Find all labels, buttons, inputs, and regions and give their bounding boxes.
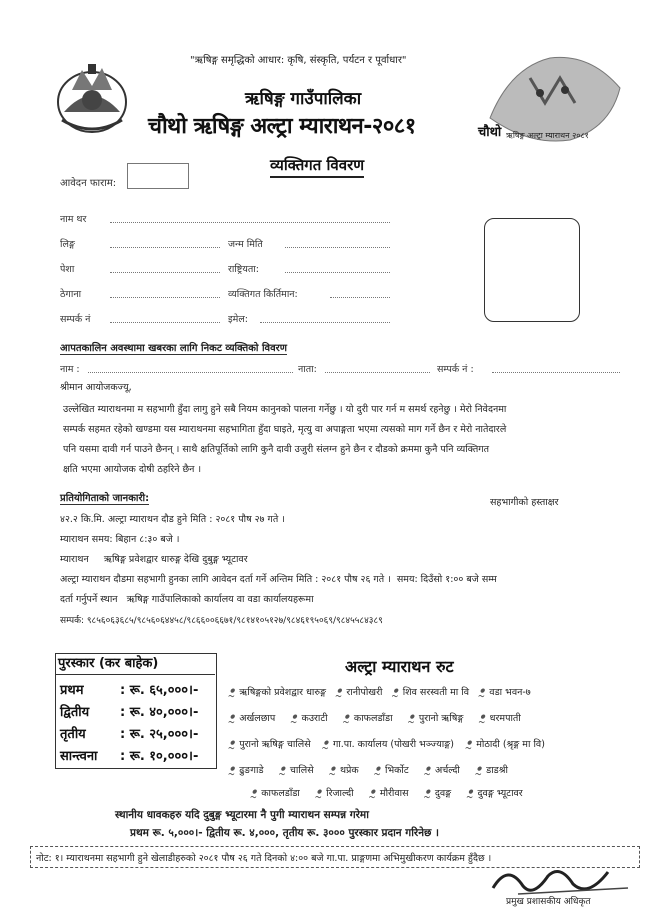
emergency-name-label: नाम :: [60, 364, 80, 375]
name-field[interactable]: [110, 222, 390, 223]
gender-label: लिङ्ग: [60, 239, 75, 250]
occupation-label: पेशा: [60, 264, 75, 275]
route-stop: मोठादी (श्रृङ्ग मा वि): [476, 739, 545, 750]
route-row: [250, 785, 523, 800]
emergency-relation-field[interactable]: [325, 372, 430, 373]
runner-icon: ꔸ: [423, 785, 431, 799]
competition-line: अल्ट्रा म्याराथन दौडमा सहभागी हुनका लागि आवेदन दर्ता गर्ने अन्तिम मिति : २०८१ पौष २६ गते । समय: दिउँसो १:०० बजे सम्म: [60, 574, 497, 585]
orientation-note: नोट: १। म्याराथनमा सहभागी हुने खेलाडीहरुको २०८१ पौष २६ गते दिनको ४:०० बजे गा.पा. प्राङ्गणमा अभिमुखीकरण कार्यक्रम हुँदैछ ।: [36, 853, 492, 864]
prize-amount: : रू. ४०,०००।-: [120, 705, 199, 720]
route-stop: पुरानो ऋषिङ्ग: [418, 713, 464, 724]
prize-rank: सान्त्वना: [60, 749, 98, 764]
declaration-line: उल्लेखित म्याराथनमा म सहभागी हुँदा लागु हुने सबै नियम कानुनको पालना गर्नेछु । यो दुरी पार गर्न म समर्थ रहनेछु । मेरो निवेदनमा: [63, 404, 507, 415]
route-stop: काफलडाँडा: [261, 788, 300, 799]
runner-icon: ꔸ: [464, 736, 473, 750]
contact-label: सम्पर्क नं: [60, 314, 91, 325]
route-stop: शिव सरस्वती मा वि: [402, 687, 470, 698]
route-stop: अर्खलछाप: [239, 713, 276, 724]
gender-field[interactable]: [110, 247, 220, 248]
route-stop: मौरीवास: [379, 788, 409, 799]
runner-icon: ꔸ: [228, 710, 236, 724]
competition-line: म्याराथन समय: बिहान ८:३० बजे ।: [60, 534, 180, 545]
runner-icon: ꔸ: [314, 785, 323, 799]
motto: "ऋषिङ्ग समृद्धिको आधार: कृषि, संस्कृति, पर्यटन र पूर्वाधार": [190, 55, 407, 66]
runner-icon: ꔸ: [228, 762, 236, 776]
prize-rank: द्वितीय: [60, 705, 90, 720]
runner-icon: ꔸ: [321, 736, 329, 750]
emergency-relation-label: नाता:: [298, 364, 317, 375]
route-stop: वडा भवन-७: [489, 687, 531, 698]
runner-icon: ꔸ: [368, 785, 376, 799]
runner-icon: ꔸ: [407, 710, 415, 724]
prize-rank: प्रथम: [60, 683, 84, 698]
event-title: चौथो ऋषिङ्ग अल्ट्रा म्याराथन-२०८१: [148, 114, 416, 139]
prize-divider: [55, 674, 215, 675]
runner-icon: ꔸ: [466, 785, 474, 799]
route-stop: भिर्कोट: [385, 765, 409, 776]
dob-field[interactable]: [285, 247, 390, 248]
route-stop: धरमपाती: [489, 713, 521, 724]
route-row: [228, 710, 521, 725]
prize-amount: : रू. १०,०००।-: [120, 749, 199, 764]
officer-signature: [488, 858, 638, 908]
salutation: श्रीमान आयोजकज्यू,: [60, 382, 132, 393]
route-stop: चालिसे: [289, 765, 314, 776]
nationality-field[interactable]: [285, 272, 390, 273]
email-field[interactable]: [260, 322, 390, 323]
runner-icon: ꔸ: [373, 762, 381, 776]
officer-title: प्रमुख प्रशासकीय अधिकृत: [506, 897, 591, 907]
competition-line: ४२.२ कि.मि. अल्ट्रा म्याराथन दौड हुने मिति : २०८१ पौष २७ गते ।: [60, 514, 285, 525]
competition-heading: प्रतियोगिताको जानकारी:: [60, 490, 149, 505]
emergency-contact-label: सम्पर्क नं :: [437, 364, 474, 375]
declaration-line: पनि यसमा दावी गर्न पाउने छैनन् । साथै क्षतिपूर्तिको लागि कुनै दावी उजुरी संलग्न हुने छैन र दौडको क्रममा कुनै पनि व्यक्तिगत: [63, 444, 490, 455]
name-label: नाम थर: [60, 214, 87, 225]
logo-subtext: ऋषिङ्ग अल्ट्रा म्याराथन २०८१: [506, 131, 589, 140]
prize-amount: : रू. ६५,०००।-: [120, 683, 199, 698]
signature-label: सहभागीको हस्ताक्षर: [490, 497, 559, 508]
runner-icon: ꔸ: [478, 710, 486, 724]
page-subtitle: व्यक्तिगत विवरण: [270, 155, 364, 178]
photo-box[interactable]: [484, 218, 580, 322]
route-row: [228, 684, 531, 699]
record-field[interactable]: [330, 297, 390, 298]
local-runner-note: स्थानीय धावकहरु यदि दुबुङ्ग भ्यूटारमा नै पुगी म्याराथन सम्पन्न गरेमा: [115, 809, 369, 821]
address-label: ठेगाना: [60, 289, 82, 300]
route-stop: दुवङ्ग भ्यूटावर: [477, 788, 523, 799]
org-name: ऋषिङ्ग गाउँपालिका: [245, 89, 362, 109]
route-stop: दुवङ्ग: [434, 788, 452, 799]
runner-icon: ꔸ: [290, 710, 298, 724]
runner-icon: ꔸ: [228, 684, 236, 698]
record-label: व्यक्तिगत किर्तिमान:: [228, 289, 298, 300]
route-row: [228, 736, 545, 751]
route-stop: रानीपोखरी: [346, 687, 383, 698]
route-stop: काफलडाँडा: [353, 713, 393, 724]
runner-icon: ꔸ: [474, 762, 483, 776]
occupation-field[interactable]: [110, 272, 220, 273]
declaration-line: क्षति भएमा आयोजक दोषी ठहरिने छैन ।: [63, 464, 202, 475]
route-stop: ढुङगाडे: [239, 765, 264, 776]
runner-icon: ꔸ: [423, 762, 431, 776]
runner-icon: ꔸ: [478, 684, 486, 698]
email-label: इमेल:: [228, 314, 248, 325]
runner-icon: ꔸ: [228, 736, 236, 750]
form-number-label: आवेदन फाराम:: [60, 178, 117, 189]
logo-text: चौथो: [478, 125, 502, 140]
local-prize-note: प्रथम रू. ५,०००।- द्वितीय रू. ४,०००, तृतीय रू. ३००० पुरस्कार प्रदान गरिनेछ ।: [130, 827, 440, 839]
emergency-name-field[interactable]: [88, 372, 293, 373]
route-stop: कउराटी: [301, 713, 328, 724]
runner-icon: ꔸ: [391, 684, 399, 698]
competition-line: दर्ता गर्नुपर्ने स्थान ऋषिङ्ग गाउँपालिकाको कार्यालय वा वडा कार्यालयहरूमा: [60, 594, 314, 605]
runner-icon: ꔸ: [328, 762, 336, 776]
prize-rank: तृतीय: [60, 727, 86, 742]
nationality-label: राष्ट्रियता:: [228, 264, 259, 275]
route-stop: पुरानो ऋषिङ्ग चालिसे: [239, 739, 311, 750]
route-stop: ऋषिङ्गको प्रवेशद्वार धारुङ्ग: [239, 687, 327, 698]
runner-icon: ꔸ: [335, 684, 343, 698]
route-heading: अल्ट्रा म्याराथन रुट: [345, 657, 454, 676]
prize-heading: पुरस्कार (कर बाहेक): [58, 656, 159, 671]
competition-contacts: सम्पर्क: ९८५६०६३६८५/९८५६०६४४५८/९८६६००६६७१/९८१४१०५१२७/९८४६१९५०६९/९८४५५८४३८९: [60, 616, 383, 626]
declaration-line: सम्पर्क सहमत रहेको खण्डमा यस म्याराथनमा सहभागिता हुँदा घाइते, मृत्यु वा अपाङ्गता भएमा त्यसको माग गर्ने छैन र मेरो नातेदारले: [63, 424, 507, 435]
emblem-icon: [52, 60, 132, 140]
form-number-input[interactable]: [127, 163, 189, 189]
marathon-logo: [470, 48, 630, 148]
route-stop: थप्रेक: [339, 765, 359, 776]
route-stop: गा.पा. कार्यालय (पोखरी भञ्ज्याङ्ग): [332, 739, 454, 750]
route-stop: डाडश्री: [486, 765, 508, 776]
route-stop: रिजाल्दी: [326, 788, 354, 799]
runner-icon: ꔸ: [250, 785, 258, 799]
route-row: [228, 762, 508, 777]
dob-label: जन्म मिति: [228, 239, 263, 250]
emergency-heading: आपतकालिन अवस्थामा खबरका लागि निकट व्यक्तिको विवरण: [60, 340, 287, 355]
declaration-text: [63, 400, 623, 480]
route-stop: अर्चल्दी: [434, 765, 460, 776]
address-field[interactable]: [110, 297, 220, 298]
runner-icon: ꔸ: [342, 710, 350, 724]
contact-field[interactable]: [110, 322, 220, 323]
competition-line: म्याराथन ऋषिङ्ग प्रवेशद्वार धारुङ्ग देखि दुबुङ्ग भ्यूटावर: [60, 554, 248, 565]
prize-amount: : रू. २५,०००।-: [120, 727, 199, 742]
emergency-contact-field[interactable]: [492, 372, 620, 373]
runner-icon: ꔸ: [278, 762, 286, 776]
